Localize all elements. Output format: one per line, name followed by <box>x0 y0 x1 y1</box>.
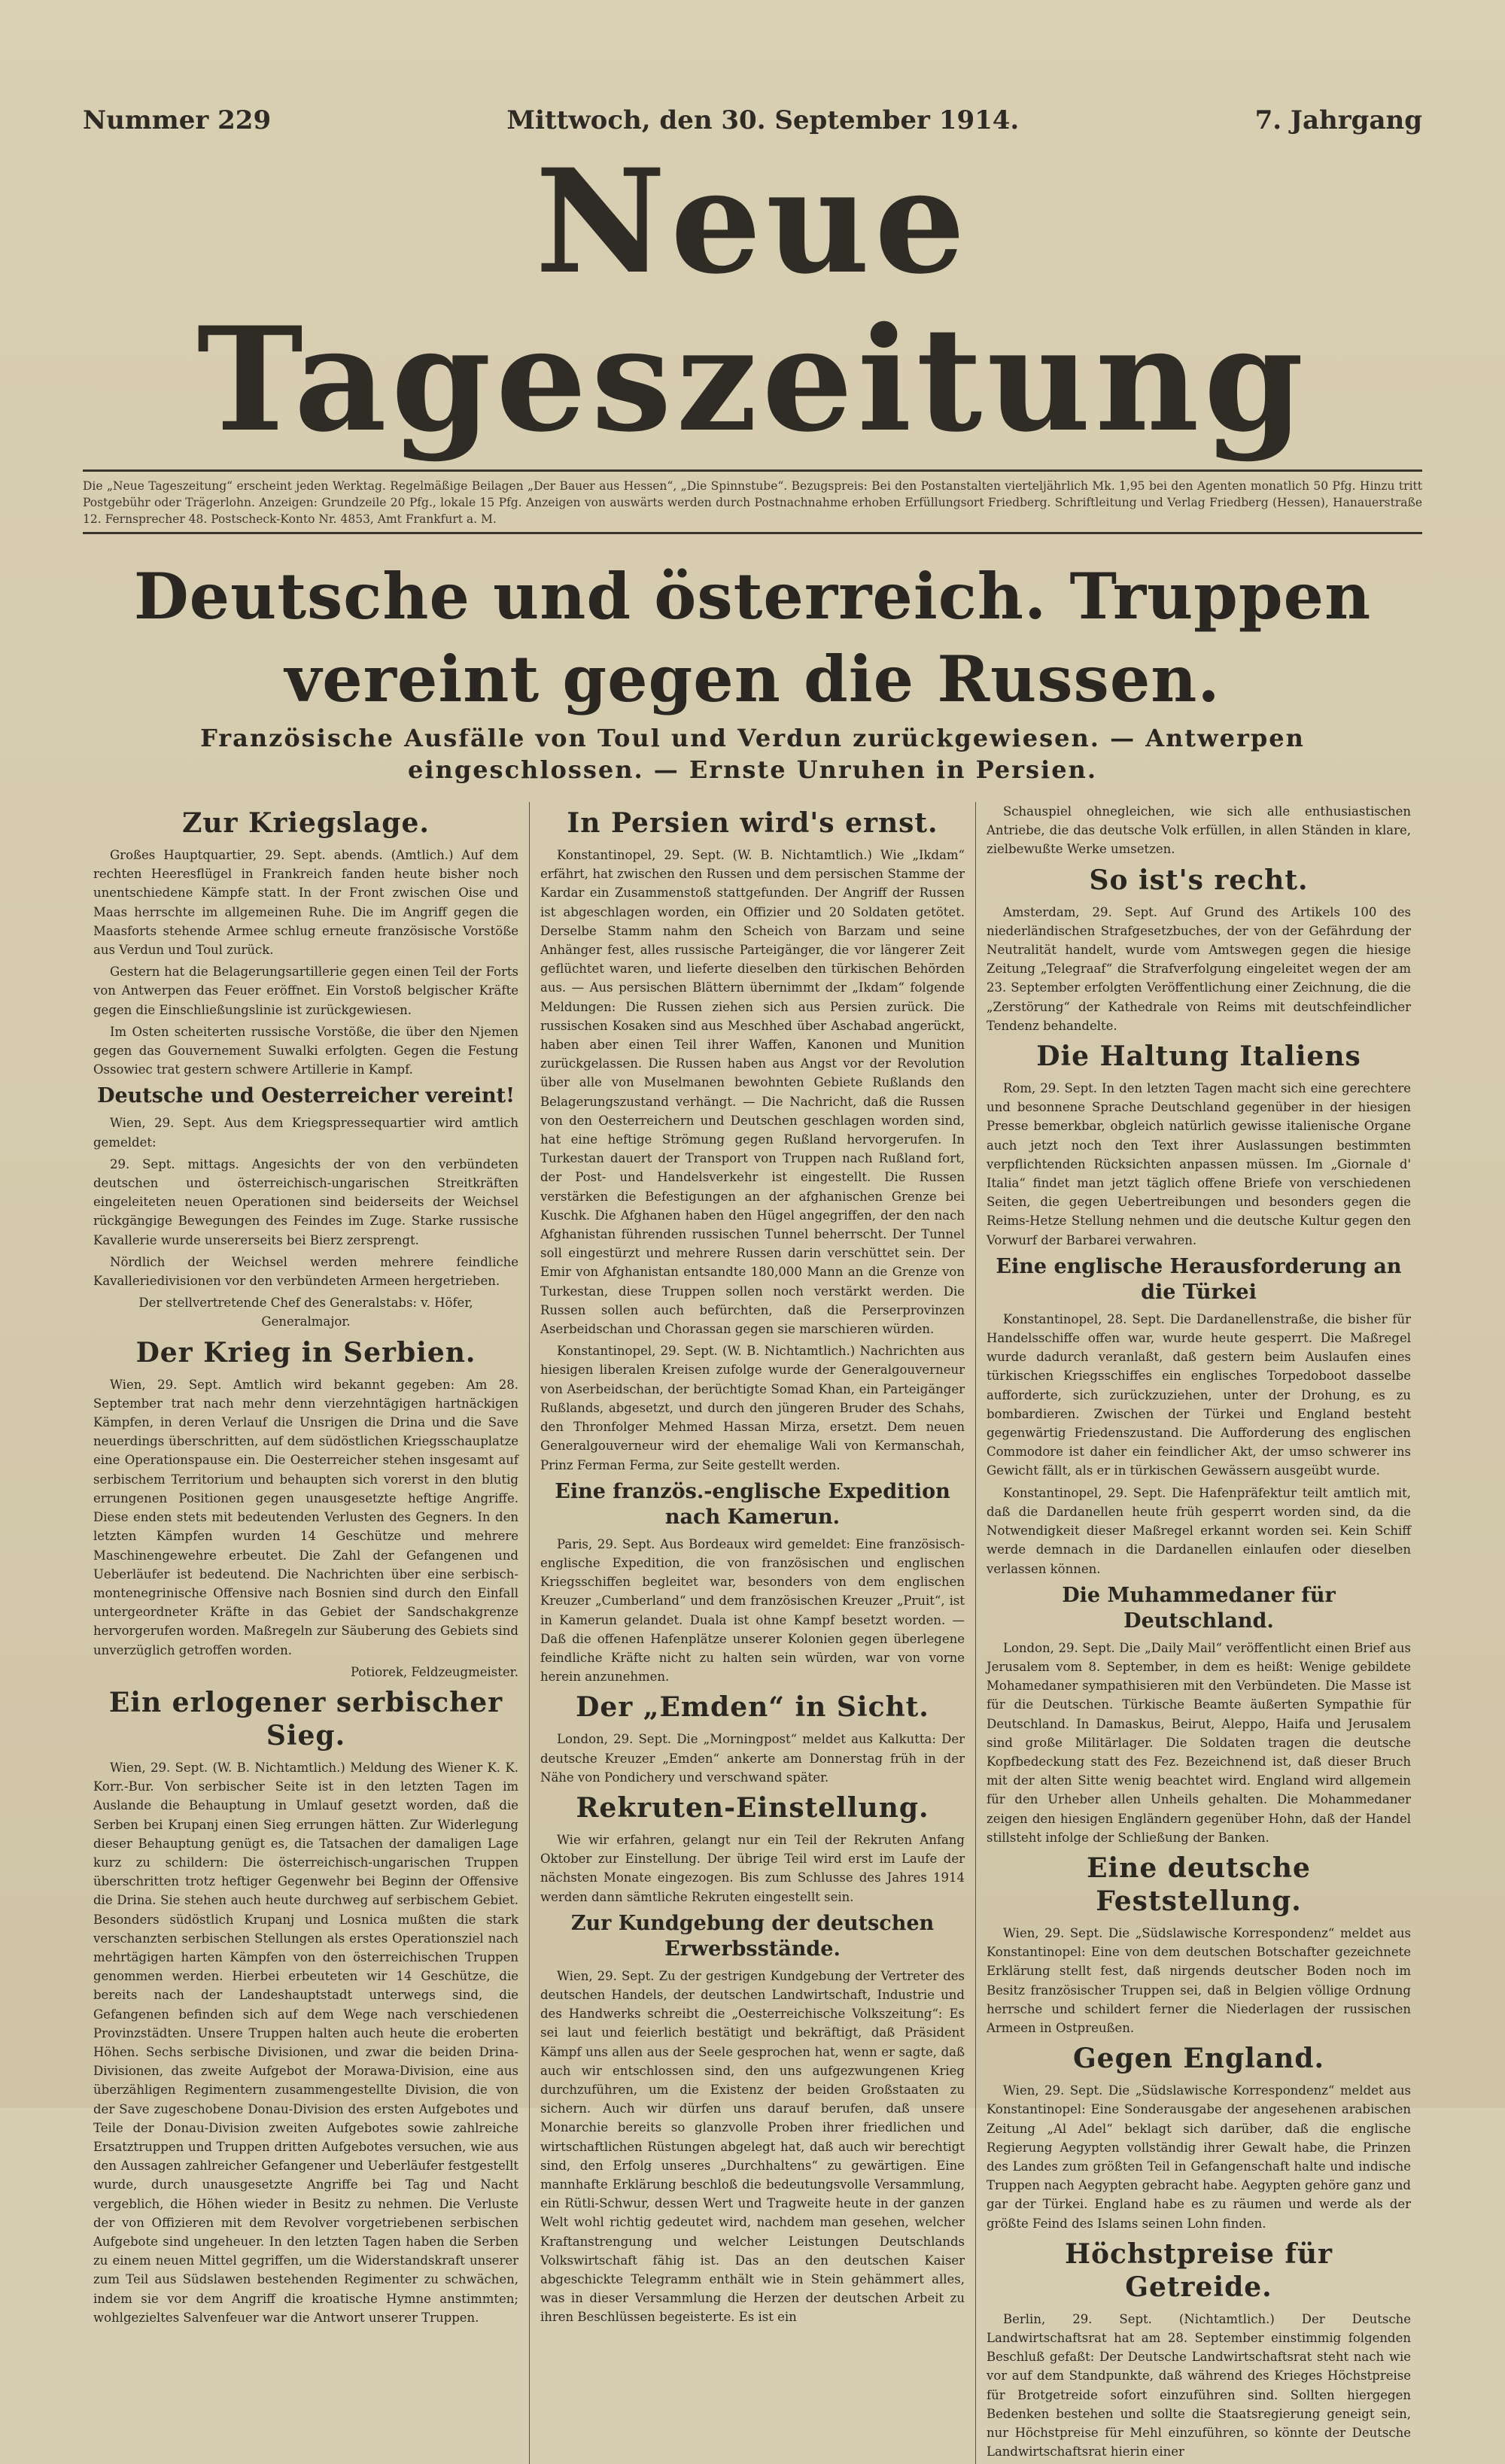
article-paragraph: 29. Sept. mittags. Angesichts der von den verbündeten deutschen und österreichisch-ungarischen Streitkräften eingeleiteten neuen Operationen sind beiderseits der Weichsel rückgängige Bewegungen des Feindes im Zuge. Starke russische Kavallerie wurde unsererseits bei Bierz zersprengt. <box>93 1156 518 1247</box>
article-paragraph: Wie wir erfahren, gelangt nur ein Teil der Rekruten Anfang Oktober zur Einstellung. Der übrige Teil wird erst im Laufe der nächsten Monate eingezogen. Bis zum Schlusse des Jahres 1914 werden dann sämtliche Rekruten eingestellt sein. <box>540 1832 965 1904</box>
article-heading: Der „Emden“ in Sicht. <box>576 1691 929 1724</box>
article-heading: Eine englische Herausforderung an die Türkei <box>996 1254 1402 1304</box>
main-subhead: Französische Ausfälle von Toul und Verdun zurückgewiesen. — Antwerpen eingeschlossen. — Ernste Unruhen in Persien. <box>200 724 1305 784</box>
article-paragraph: Wien, 29. Sept. Die „Südslawische Korrespondenz“ meldet aus Konstantinopel: Eine von dem deutschen Botschafter gezeichnete Erklärung stellt fest, daß nirgends deutscher Boden noch im Besitz französischer Truppen sei, daß in Belgien völlige Ordnung herrsche und schildert ferner die Niederlagen der russischen Armeen in Ostpreußen. <box>987 1925 1411 2035</box>
article-paragraph: Wien, 29. Sept. Die „Südslawische Korrespondenz“ meldet aus Konstantinopel: Eine Sonderausgabe der angesehenen arabischen Zeitung „Al Adel“ beklagt sich darüber, daß die englische Regierung Aegypten vollständig ihrer Gewalt habe, die Prinzen des Landes zum größten Teil in Gefangenschaft halte und indische Truppen nach Aegypten gebracht habe. Aegypten gehöre ganz und gar der Türkei. England habe es zu räumen und werde als der größte Feind des Islams seinen Lohn finden. <box>987 2083 1411 2231</box>
article-paragraph: Wien, 29. Sept. Zu der gestrigen Kundgebung der Vertreter des deutschen Handels, der deutschen Landwirtschaft, Industrie und des Handwerks schreibt die „Oesterreichische Volkszeitung“: Es sei laut und feierlich bestätigt und bekräftigt, daß Präsident Kämpf uns allen aus der Seele gesprochen hat, wenn er sagte, daß auch wir entschlossen sind, den uns aufgezwungenen Krieg durchzuführen, um die Existenz der beiden Großstaaten zu sichern. Auch wir dürfen uns darauf berufen, daß unsere Monarchie bereits so glanzvolle Proben ihrer friedlichen und wirtschaftlichen Rüstungen abgelegt hat, daß auch wir berechtigt sind, den Erfolg unseres „Durchhaltens“ zu gewärtigen. Eine mannhafte Erklärung beschloß die bedeutungsvolle Versammlung, ein Rütli-Schwur, dessen Wert und Tragweite heute in der ganzen Welt wohl richtig gedeutet wird, nachdem man gesehen, welcher Kraftanstrengung und welcher Leistungen Deutschlands Volkswirtschaft fähig ist. Das an den deutschen Kaiser abgeschickte Telegramm enthält wie in Stein gehämmert alles, was in dieser Versammlung die Herzen der deutschen Arbeit zu ihren Beschlüssen begeisterte. Es ist ein <box>540 1968 965 2325</box>
column-middle <box>529 802 975 2464</box>
article-paragraph: Schauspiel ohnegleichen, wie sich alle enthusiastischen Antriebe, die das deutsche Volk erfüllen, in allen Ständen in klare, zielbewußte Werke umsetzen. <box>987 804 1411 857</box>
article-paragraph: Wien, 29. Sept. Amtlich wird bekannt gegeben: Am 28. September trat nach mehr denn vierzehntägigen hartnäckigen Kämpfen, in deren Verlauf die Unsrigen die Drina und die Save neuerdings überschritten, auf dem südöstlichen Kriegsschauplatze eine Operationspause ein. Die Oesterreicher stehen insgesamt auf serbischem Territorium und behaupten sich vorerst in den blutig errungenen Positionen gegen unausgesetzte heftige Angriffe. Diese enden stets mit bedeutenden Verlusten des Gegners. In den letzten Kämpfen wurden 14 Geschütze und mehrere Maschinengewehre erbeutet. Die Zahl der Gefangenen und Ueberläufer ist bedeutend. Die Nachrichten über eine serbisch-montenegrinische Offensive nach Bosnien sind durch den Einfall untergeordneter Kräfte in das Gebiet der Sandschakgrenze hervorgerufen worden. Maßregeln zur Säuberung des Gebiets sind unverzüglich getroffen worden. <box>93 1377 518 1657</box>
issue-year: 7. Jahrgang <box>1254 105 1422 135</box>
article-paragraph: Wien, 29. Sept. (W. B. Nichtamtlich.) Meldung des Wiener K. K. Korr.-Bur. Von serbischer Seite ist in den letzten Tagen im Auslande die Behauptung in Umlauf gesetzt worden, daß die Serben bei Krupanj einen Sieg errungen hätten. Zur Widerlegung dieser Behauptung genügt es, die Tatsachen der damaligen Lage kurz zu schildern: Die österreichisch-ungarischen Truppen überschritten trotz heftiger Gegenwehr bei Beginn der Offensive die Drina. Sie stehen auch heute durchweg auf serbischem Gebiet. Besonders südöstlich Krupanj und Losnica mußten die stark verschanzten serbischen Stellungen als erstes Operationsziel nach mehrtägigen harten Kämpfen von den österreichischen Truppen genommen werden. Hierbei erbeuteten wir 14 Geschütze, die bereits nach der Landeshauptstadt unterwegs sind, die Gefangenen befinden sich auf dem Wege nach verschiedenen Provinzstädten. Unsere Truppen halten auch heute die eroberten Höhen. Sechs serbische Divisionen, und zwar die beiden Drina-Divisionen, das zweite Aufgebot der Morawa-Division, eine aus überzähligen Regimentern zusammengestellte Division, die von der Save zugeschobene Donau-Division des ersten Aufgebotes und Teile der Donau-Division zweiten Aufgebotes sowie zahlreiche Ersatztruppen und Truppen dritten Aufgebotes versuchen, wie aus den Aussagen zahlreicher Gefangener und Ueberläufer festgestellt wurde, durch unausgesetzte Angriffe bei Tag und Nacht vergeblich, die Höhen wieder in Besitz zu nehmen. Die Verluste der von Offizieren mit dem Revolver vorgetriebenen serbischen Aufgebote sind ungeheuer. In den letzten Tagen haben die Serben zu einem neuen Mittel gegriffen, um die Widerstandskraft unserer zum Teil aus Südslawen bestehenden Regimenter zu schwächen, indem sie vor dem Angriff die kroatische Hymne anstimmten; wohlgezieltes Salvenfeuer war die Antwort unserer Truppen. <box>93 1760 518 2325</box>
article-paragraph: Paris, 29. Sept. Aus Bordeaux wird gemeldet: Eine französisch-englische Expedition, die von französischen und englischen Kriegsschiffen begleitet war, besonders von dem englischen Kreuzer „Cumberland“ und dem französischen Kreuzer „Pruit“, ist in Kamerun gelandet. Duala ist ohne Kampf besetzt worden. — Daß die offenen Hafenplätze unserer Kolonien gegen überlegene feindliche Kräfte nicht zu halten sein würden, war von vorne herein anzunehmen. <box>540 1536 965 1685</box>
column-left <box>83 802 529 2464</box>
article-paragraph: Nördlich der Weichsel werden mehrere feindliche Kavalleriedivisionen vor den verbündeten Armeen hergetrieben. <box>93 1254 518 1289</box>
article-heading: Die Haltung Italiens <box>1036 1041 1361 1073</box>
article-paragraph: Rom, 29. Sept. In den letzten Tagen macht sich eine gerechtere und besonnene Sprache Deutschland gegenüber in der hiesigen Presse bemerkbar, obgleich natürlich gewisse italienische Organe auch jetzt noch den Text ihrer Auslassungen bestimmten verpflichtenden Rücksichten anpassen müssen. Im „Giornale d' Italia“ findet man jetzt täglich offene Briefe von verschiedenen Seiten, die gegen Uebertreibungen und besonders gegen die Reims-Hetze Stellung nehmen und die deutsche Kultur gegen den Vorwurf der Barbarei verwahren. <box>987 1081 1411 1247</box>
article-paragraph: Wien, 29. Sept. Aus dem Kriegspressequartier wird amtlich gemeldet: <box>93 1116 518 1150</box>
article-paragraph: Konstantinopel, 29. Sept. Die Hafenpräfektur teilt amtlich mit, daß die Dardanellen heute früh gesperrt worden sind, da die Notwendigkeit dieser Maßregel erkannt worden sei. Kein Schiff werde demnach in die Dardanellen einlaufen oder dieselben verlassen können. <box>987 1485 1411 1576</box>
article-signature: Potiorek, Feldzeugmeister. <box>350 1664 518 1679</box>
article-columns <box>83 802 1422 2464</box>
article-heading: Zur Kriegslage. <box>182 807 430 839</box>
article-paragraph: London, 29. Sept. Die „Daily Mail“ veröffentlicht einen Brief aus Jerusalem vom 8. September, in dem es heißt: Wenige gebildete Mohamedaner sympathisieren mit den Verbündeten. Die Masse ist für die Deutschen. Türkische Beamte äußerten Sympathie für Deutschland. In Damaskus, Beirut, Aleppo, Haifa und Jerusalem sind große Militärlager. Die Soldaten tragen die deutsche Kopfbedeckung statt des Fez. Bezeichnend ist, daß dieser Bruch mit der alten Sitte wenig beachtet wird. England wird allgemein für den Urheber allen Unheils gehalten. Die Mohammedaner zeigen den hiesigen Engländern gegenüber Hohn, daß der Handel stillsteht infolge der Schließung der Banken. <box>987 1640 1411 1845</box>
main-headline: Deutsche und österreich. Truppen vereint gegen die Russen. <box>133 559 1372 716</box>
article-paragraph: Im Osten scheiterten russische Vorstöße, die über den Njemen gegen das Gouvernement Suwalki erfolgten. Gegen die Festung Ossowiec trat gestern schwere Artillerie in Kampf. <box>93 1024 518 1077</box>
article-paragraph: Konstantinopel, 29. Sept. (W. B. Nichtamtlich.) Wie „Ikdam“ erfährt, hat zwischen den Russen und dem persischen Stamme der Kardar ein Zusammenstoß stattgefunden. Der Angriff der Russen ist abgeschlagen worden, ein Offizier und 20 Soldaten getötet. Derselbe Stamm nahm den Scheich von Barzam und seine Anhänger fest, alles russische Parteigänger, die vor längerer Zeit geflüchtet waren, und lieferte dieselben den türkischen Behörden aus. — Aus persischen Blättern übernimmt der „Ikdam“ folgende Meldungen: Die Russen ziehen sich aus Persien zurück. Die russischen Kosaken sind aus Meschhed über Aschabad angerückt, haben aber einen Teil ihrer Waffen, Kanonen und Munition zurückgelassen. Die Russen haben aus Angst vor der Revolution über alle von Muselmanen bewohnten Gebiete Rußlands den Belagerungszustand verhängt. — Die Nachricht, daß die Russen von den Oesterreichern und Deutschen geschlagen worden sind, hat eine heftige Strömung gegen Rußland hervorgerufen. In Turkestan dauert der Transport von Truppen nach Rußland fort, der Post- und Handelsverkehr ist eingestellt. Die Russen verstärken die Befestigungen an der afghanischen Grenze bei Kuschk. Die Afghanen haben den Hügel angegriffen, der den nach Afghanistan führenden russischen Tunnel beherrscht. Der Tunnel soll eingestürzt und mehrere Russen darin verschüttet sein. Der Emir von Afghanistan entsandte 180,000 Mann an die Grenze von Turkestan, diese Truppen sollen noch verstärkt werden. Die Russen sollen auch befürchten, daß die Perserprovinzen Aserbeidschan und Chorassan gegen sie marschieren würden. <box>540 848 965 1337</box>
article-signature: Der stellvertretende Chef des Generalstabs: v. Höfer, Generalmajor. <box>138 1296 473 1329</box>
issue-number: Nummer 229 <box>83 105 272 135</box>
article-heading: Deutsche und Oesterreicher vereint! <box>97 1084 515 1108</box>
article-heading: In Persien wird's ernst. <box>567 807 938 839</box>
article-heading: Der Krieg in Serbien. <box>135 1336 476 1369</box>
article-paragraph: Konstantinopel, 28. Sept. Die Dardanellenstraße, die bisher für Handelsschiffe offen war, wurde heute gesperrt. Die Maßregel wurde dadurch veranlaßt, daß gestern beim Auslaufen eines türkischen Kriegsschiffes ein englisches Torpedoboot dasselbe aufforderte, sich zurückzuziehen, unter der Drohung, es zu bombardieren. Zwischen der Türkei und England besteht gegenwärtig Friedenszustand. Die Aufforderung des englischen Commodore ist daher ein feindlicher Akt, der umso schwerer ins Gewicht fällt, als er in türkischen Gewässern ausgeübt wurde. <box>987 1311 1411 1478</box>
article-paragraph: Konstantinopel, 29. Sept. (W. B. Nichtamtlich.) Nachrichten aus hiesigen liberalen Kreisen zufolge wurde der Generalgouverneur von Aserbeidschan, der berüchtigte Somad Khan, ein Parteigänger Rußlands, abgesetzt, und durch den jüngeren Bruder des Schahs, den Thronfolger Mehmed Hassan Mirza, ersetzt. Dem neuen Generalgouverneur wird der ehemalige Wali von Kermanschah, Prinz Ferman Ferma, zur Seite gestellt werden. <box>540 1344 965 1472</box>
article-heading: Gegen England. <box>1072 2043 1325 2075</box>
article-paragraph: Großes Hauptquartier, 29. Sept. abends. (Amtlich.) Auf dem rechten Heeresflügel in Frankreich fanden heute bisher noch unentschiedene Kämpfe statt. In der Front zwischen Oise und Maas herrschte im allgemeinen Ruhe. Die im Angriff gegen die Maasforts stehende Armee schlug erneute französische Vorstöße aus Verdun und Toul zurück. <box>93 848 518 958</box>
issue-line <box>83 105 1422 135</box>
masthead-title: Neue Tageszeitung <box>196 138 1309 463</box>
article-paragraph: Amsterdam, 29. Sept. Auf Grund des Artikels 100 des niederländischen Strafgesetzbuches, der von der Gefährdung der Neutralität handelt, wurde vom Amtswegen gegen die hiesige Zeitung „Telegraaf“ die Strafverfolgung eingeleitet wegen der am 23. September erfolgten Veröffentlichung einer Zeichnung, die die „Zerstörung“ der Kathedrale von Reims mit deutschfeindlicher Tendenz behandelte. <box>987 904 1411 1033</box>
article-heading: Eine französ.-englische Expedition nach Kamerun. <box>555 1479 950 1529</box>
issue-date: Mittwoch, den 30. September 1914. <box>506 105 1020 135</box>
article-heading: Die Muhammedaner für Deutschland. <box>1062 1583 1336 1633</box>
article-paragraph: Gestern hat die Belagerungsartillerie gegen einen Teil der Forts von Antwerpen das Feuer eröffnet. Ein Vorstoß belgischer Kräfte gegen die Einschließungslinie ist zurückgewiesen. <box>93 965 518 1017</box>
article-paragraph: London, 29. Sept. Die „Morningpost“ meldet aus Kalkutta: Der deutsche Kreuzer „Emden“ ankerte am Donnerstag früh in der Nähe von Pondichery und verschwand später. <box>540 1732 965 1785</box>
article-heading: Zur Kundgebung der deutschen Erwerbsstände. <box>570 1911 935 1961</box>
article-heading: Rekruten-Einstellung. <box>576 1791 929 1824</box>
article-heading: Ein erlogener serbischer Sieg. <box>108 1686 503 1752</box>
article-heading: So ist's recht. <box>1089 864 1309 896</box>
subscription-info: Die „Neue Tageszeitung“ erscheint jeden Werktag. Regelmäßige Beilagen „Der Bauer aus Hessen“, „Die Spinnstube“. Bezugspreis: Bei den Postanstalten vierteljährlich Mk. 1,95 bei den Agenten monatlich 50 Pfg. Hinzu tritt Postgebühr oder Trägerlohn. Anzeigen: Grundzeile 20 Pfg., lokale 15 Pfg. Anzeigen von auswärts werden durch Postnachnahme erhoben Erfüllungsort Friedberg. Schriftleitung und Verlag Friedberg (Hessen), Hanauerstraße 12. Fernsprecher 48. Postscheck-Konto Nr. 4853, Amt Frankfurt a. M. <box>83 469 1422 534</box>
article-heading: Höchstpreise für Getreide. <box>1064 2238 1333 2303</box>
article-paragraph: Berlin, 29. Sept. (Nichtamtlich.) Der Deutsche Landwirtschaftsrat hat am 28. September einstimmig folgenden Beschluß gefaßt: Der Deutsche Landwirtschaftsrat steht nach wie vor auf dem Standpunkte, daß während des Krieges Höchstpreise für Brotgetreide sofort einzuführen sind. Sollten hiergegen Bedenken bestehen und sollte die Staatsregierung geneigt sein, nur Höchstpreise für Mehl einzuführen, so könnte der Deutsche Landwirtschaftsrat hierin einer <box>987 2311 1411 2459</box>
column-right <box>975 802 1421 2464</box>
article-heading: Eine deutsche Feststellung. <box>1087 1852 1311 1917</box>
